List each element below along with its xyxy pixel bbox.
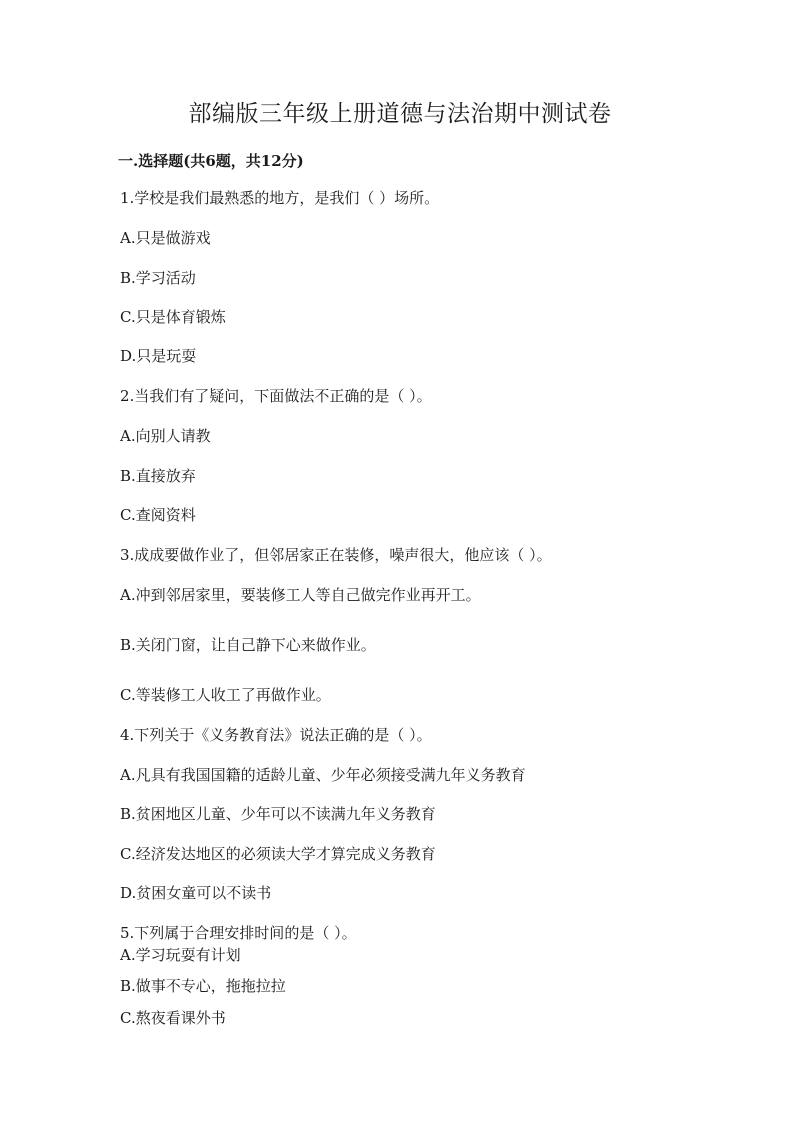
page-title: 部编版三年级上册道德与法治期中测试卷 (188, 101, 612, 127)
question-stem: 1.学校是我们最熟悉的地方，是我们（ ）场所。 (120, 189, 440, 207)
question-stem: 2.当我们有了疑问，下面做法不正确的是（ ）。 (120, 387, 432, 405)
question-stem: 3.成成要做作业了，但邻居家正在装修，噪声很大，他应该（ ）。 (120, 546, 552, 564)
question-stem: 5.下列属于合理安排时间的是（ ）。 (120, 924, 357, 942)
question-stem: 4.下列关于《义务教育法》说法正确的是（ ）。 (120, 726, 432, 744)
section-heading: 一.选择题(共6题，共12分) (118, 152, 304, 170)
option: A.冲到邻居家里，要装修工人等自己做完作业再开工。 (120, 586, 481, 604)
option: C.经济发达地区的必须读大学才算完成义务教育 (120, 845, 436, 863)
option: C.查阅资料 (120, 506, 196, 524)
option: D.只是玩耍 (120, 347, 197, 365)
option: C.熬夜看课外书 (120, 1009, 226, 1027)
option: B.贫困地区儿童、少年可以不读满九年义务教育 (120, 805, 436, 823)
option: A.只是做游戏 (120, 229, 211, 247)
option: C.等装修工人收工了再做作业。 (120, 686, 331, 704)
option: A.凡具有我国国籍的适龄儿童、少年必须接受满九年义务教育 (120, 766, 526, 784)
option: B.关闭门窗，让自己静下心来做作业。 (120, 636, 376, 654)
option: B.做事不专心，拖拖拉拉 (120, 977, 286, 995)
option: C.只是体育锻炼 (120, 308, 226, 326)
option: B.直接放弃 (120, 467, 196, 485)
option: B.学习活动 (120, 269, 196, 287)
option: D.贫困女童可以不读书 (120, 884, 272, 902)
option: A.学习玩耍有计划 (120, 946, 241, 964)
option: A.向别人请教 (120, 427, 211, 445)
